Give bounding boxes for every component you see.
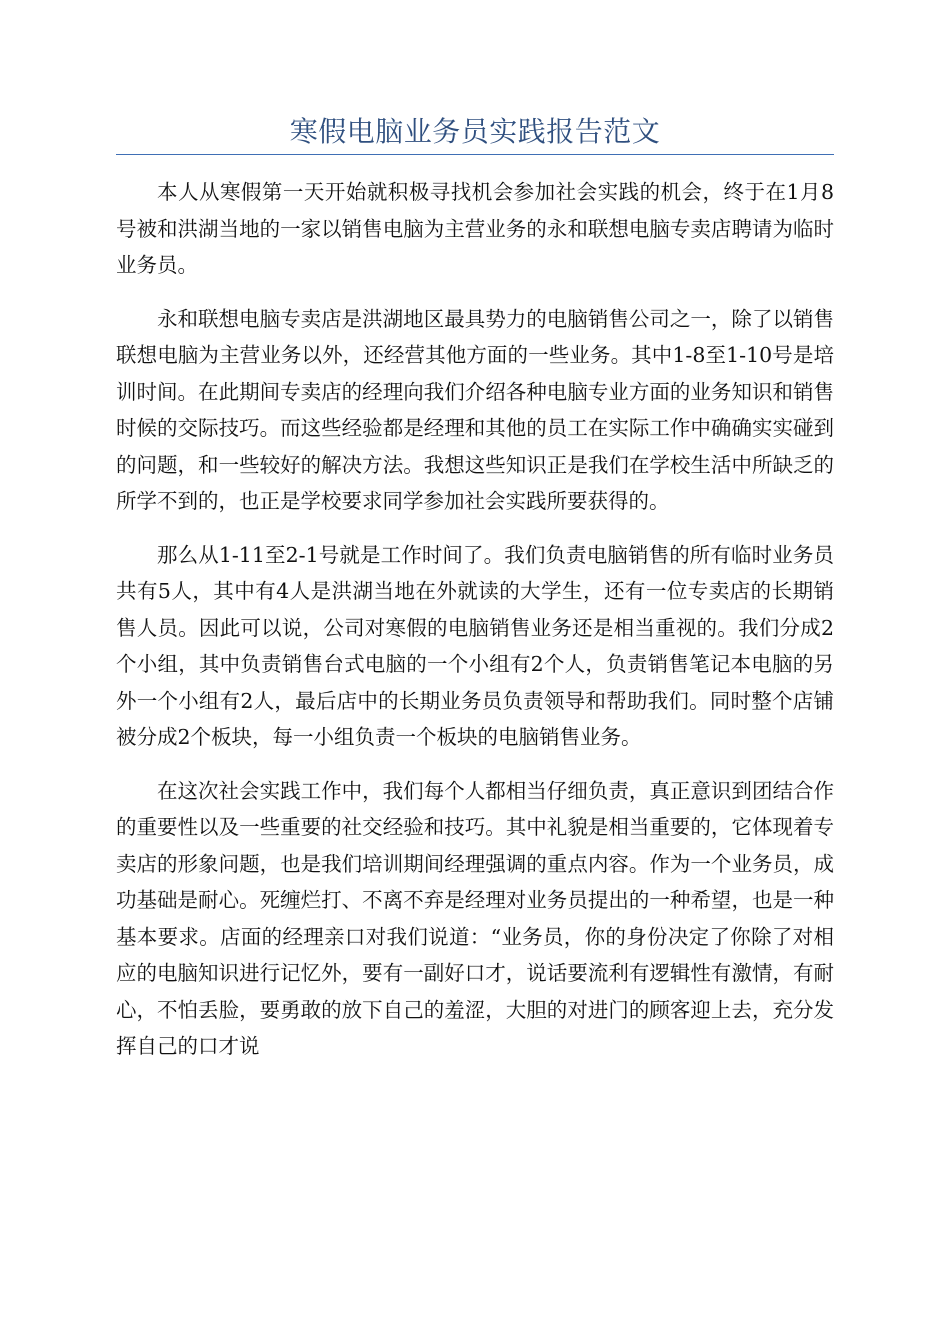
paragraph-3: 那么从1-11至2-1号就是工作时间了。我们负责电脑销售的所有临时业务员共有5人，其中有4人是洪湖当地在外就读的大学生，还有一位专卖店的长期销售人员。因此可以说，公司对寒假的电脑销售业务还是相当重视的。我们分成2个小组，其中负责销售台式电脑的一个小组有2个人，负责销售笔记本电脑的另外一个小组有2人，最后店中的长期业务员负责领导和帮助我们。同时整个店铺被分成2个板块，每一小组负责一个板块的电脑销售业务。 [116,542,834,749]
paragraph-2: 永和联想电脑专卖店是洪湖地区最具势力的电脑销售公司之一，除了以销售联想电脑为主营业务以外，还经营其他方面的一些业务。其中1-8至1-10号是培训时间。在此期间专卖店的经理向我们介绍各种电脑专业方面的业务知识和销售时候的交际技巧。而这些经验都是经理和其他的员工在实际工作中确确实实碰到的问题，和一些较好的解决方法。我想这些知识正是我们在学校生活中所缺乏的所学不到的，也正是学校要求同学参加社会实践所要获得的。 [116,306,834,513]
document-body [116,174,834,1082]
title-underline [116,154,834,155]
document-title: 寒假电脑业务员实践报告范文 [289,115,661,148]
paragraph-1: 本人从寒假第一天开始就积极寻找机会参加社会实践的机会，终于在1月8号被和洪湖当地的一家以销售电脑为主营业务的永和联想电脑专卖店聘请为临时业务员。 [116,180,834,277]
paragraph-4: 在这次社会实践工作中，我们每个人都相当仔细负责，真正意识到团结合作的重要性以及一些重要的社交经验和技巧。其中礼貌是相当重要的，它体现着专卖店的形象问题，也是我们培训期间经理强调的重点内容。作为一个业务员，成功基础是耐心。死缠烂打、不离不弃是经理对业务员提出的一种希望，也是一种基本要求。店面的经理亲口对我们说道：“业务员，你的身份决定了你除了对相应的电脑知识进行记忆外，要有一副好口才，说话要流利有逻辑性有激情，有耐心，不怕丢脸，要勇敢的放下自己的羞涩，大胆的对进门的顾客迎上去，充分发挥自己的口才说 [116,778,834,1058]
